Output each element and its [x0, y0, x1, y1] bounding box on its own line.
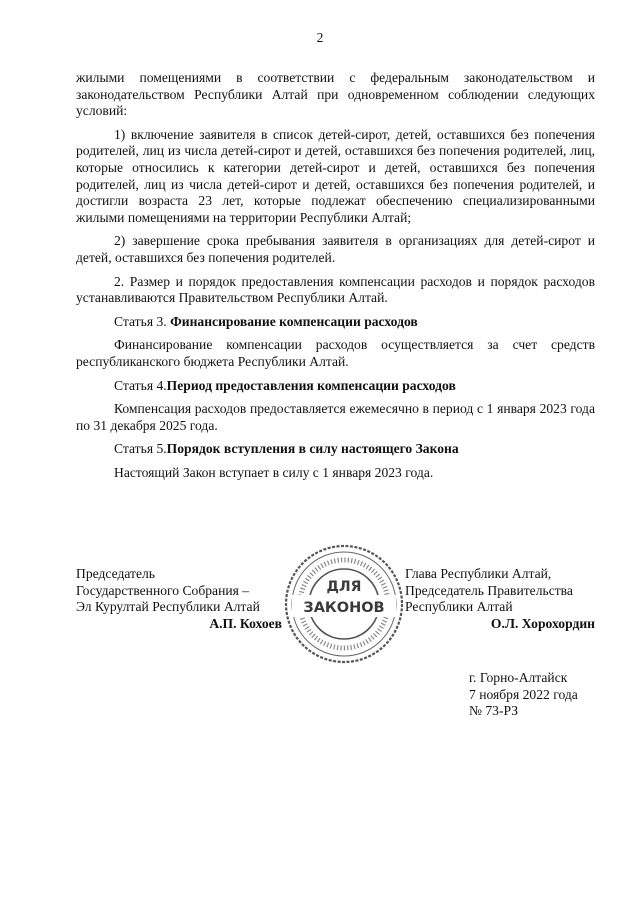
law-body: [76, 70, 595, 488]
paragraph-part-2: 2. Размер и порядок предоставления компенсации расходов и порядок расходов устанавливаются Правительством Республики Алтай.: [76, 273, 595, 306]
article-3-title: Финансирование компенсации расходов: [170, 313, 418, 329]
signature-block-left: [76, 566, 282, 632]
article-4-heading: [76, 378, 595, 395]
signature-right-title-1: Глава Республики Алтай,: [405, 566, 552, 581]
paragraph-condition-1: 1) включение заявителя в список детей-сирот, детей, оставшихся без попечения родителей, лиц из числа детей-сирот и детей, оставшихся без попечения родителей, лиц, которые относились к категории детей-сирот и детей, оставшихся без попечения родителей, лиц из числа детей-сирот и детей, оставшихся без попечения родителей, и достигли возраста 23 лет, которые подлежат обеспечению специализированными жилыми помещениями на территории Республики Алтай;: [76, 126, 595, 225]
signature-left-title-1: Председатель: [76, 566, 155, 581]
document-footer: [469, 670, 609, 720]
article-5-title: Порядок вступления в силу настоящего Закона: [166, 441, 459, 457]
signature-right-name: О.Л. Хорохордин: [490, 615, 595, 631]
article-3-heading: [76, 314, 595, 331]
stamp-line-2: ЗАКОНОВ: [303, 600, 385, 616]
signature-left-title-3: Эл Курултай Республики Алтай: [76, 599, 260, 615]
article-3-prefix: Статья 3.: [114, 313, 171, 329]
paragraph-article-5: Настоящий Закон вступает в силу с 1 января 2023 года.: [114, 464, 434, 480]
signature-right-title-2: Председатель Правительства: [405, 582, 573, 598]
signature-left-name: А.П. Кохоев: [209, 615, 282, 631]
paragraph-condition-2: 2) завершение срока пребывания заявителя в организациях для детей-сирот и детей, оставшихся без попечения родителей.: [76, 233, 595, 265]
page-number: 2: [316, 30, 324, 45]
footer-law-number: № 73-РЗ: [469, 703, 519, 719]
article-5-heading: [76, 441, 595, 458]
article-4-title: Период предоставления компенсации расходов: [166, 377, 456, 393]
article-5-prefix: Статья 5.: [114, 441, 167, 457]
stamp-line-1: ДЛЯ: [326, 579, 362, 595]
signature-left-title-2: Государственного Собрания –: [76, 582, 250, 598]
paragraph-continuation: жилыми помещениями в соответствии с федеральным законодательством и законодательством Республики Алтай при одновременном соблюдении следующих условий:: [76, 70, 595, 119]
signature-block-right: [405, 566, 595, 632]
paragraph-article-3: Финансирование компенсации расходов осуществляется за счет средств республиканского бюджета Республики Алтай.: [76, 337, 595, 369]
article-4-prefix: Статья 4.: [114, 377, 167, 393]
signature-right-title-3: Республики Алтай: [405, 599, 513, 615]
seal-stamp: [282, 542, 406, 666]
footer-date: 7 ноября 2022 года: [469, 686, 578, 702]
paragraph-article-4: Компенсация расходов предоставляется ежемесячно в период с 1 января 2023 года по 31 декабря 2025 года.: [76, 401, 595, 433]
footer-city: г. Горно-Алтайск: [469, 670, 568, 685]
